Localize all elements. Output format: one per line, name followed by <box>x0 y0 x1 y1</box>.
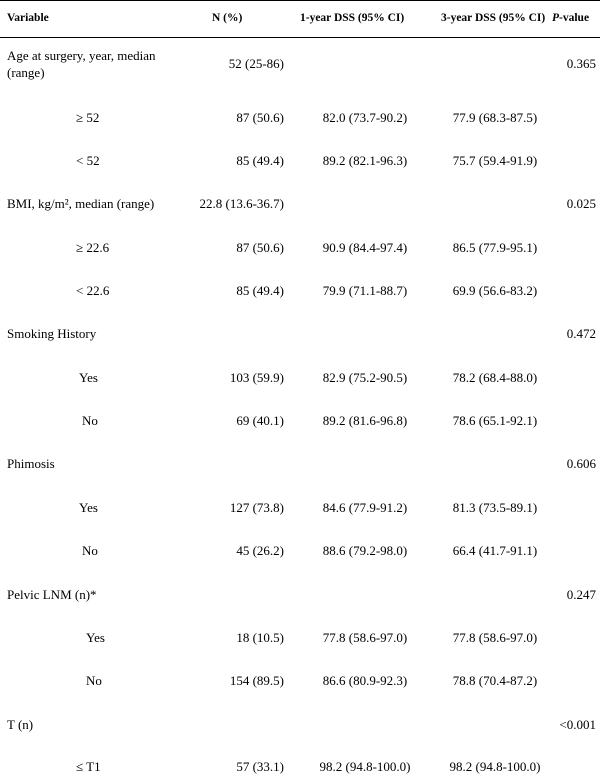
row-3yr-dss: 77.8 (58.6-97.0) <box>452 630 538 645</box>
row-label: No <box>86 673 102 688</box>
header-p-rest: -value <box>559 12 590 24</box>
row-label: ≥ 52 <box>76 110 100 125</box>
row-3yr-dss: 75.7 (59.4-91.9) <box>452 153 538 168</box>
row-label: Yes <box>79 370 98 385</box>
row-n: 103 (59.9) <box>229 370 284 385</box>
row-label: Age at surgery, year, median (range) <box>7 48 156 80</box>
row-3yr-dss: 78.6 (65.1-92.1) <box>452 413 538 428</box>
row-label: < 52 <box>76 153 100 168</box>
row-n: 85 (49.4) <box>236 153 284 168</box>
row-3yr-dss: 69.9 (56.6-83.2) <box>452 283 538 298</box>
row-label: No <box>82 413 98 428</box>
row-1yr-dss: 90.9 (84.4-97.4) <box>322 240 408 255</box>
row-n: 57 (33.1) <box>236 759 284 774</box>
row-label: ≤ T1 <box>76 759 101 774</box>
row-label: < 22.6 <box>76 283 110 298</box>
row-n: 87 (50.6) <box>236 110 284 125</box>
row-label: No <box>82 543 98 558</box>
row-n: 69 (40.1) <box>236 413 284 428</box>
row-p-value: <0.001 <box>559 717 596 732</box>
row-3yr-dss: 86.5 (77.9-95.1) <box>452 240 538 255</box>
row-p-value: 0.025 <box>566 196 596 211</box>
header-3yr-dss: 3-year DSS (95% CI) <box>441 12 546 24</box>
row-1yr-dss: 98.2 (94.8-100.0) <box>319 759 411 774</box>
top-rule <box>0 0 600 1</box>
row-3yr-dss: 77.9 (68.3-87.5) <box>452 110 538 125</box>
row-n: 22.8 (13.6-36.7) <box>199 196 284 211</box>
row-label: Yes <box>86 630 105 645</box>
row-1yr-dss: 82.9 (75.2-90.5) <box>322 370 408 385</box>
row-n: 127 (73.8) <box>229 500 284 515</box>
row-p-value: 0.606 <box>566 456 596 471</box>
row-1yr-dss: 82.0 (73.7-90.2) <box>322 110 408 125</box>
header-p-value <box>552 10 589 27</box>
row-3yr-dss: 78.2 (68.4-88.0) <box>452 370 538 385</box>
header-variable: Variable <box>7 12 49 24</box>
row-1yr-dss: 79.9 (71.1-88.7) <box>322 283 408 298</box>
row-p-value: 0.365 <box>566 56 596 71</box>
row-1yr-dss: 88.6 (79.2-98.0) <box>322 543 408 558</box>
row-1yr-dss: 77.8 (58.6-97.0) <box>322 630 408 645</box>
row-n: 52 (25-86) <box>228 56 284 71</box>
row-label: Phimosis <box>7 456 55 471</box>
row-1yr-dss: 89.2 (81.6-96.8) <box>322 413 408 428</box>
header-1yr-dss: 1-year DSS (95% CI) <box>300 12 405 24</box>
row-n: 18 (10.5) <box>236 630 284 645</box>
row-n: 45 (26.2) <box>236 543 284 558</box>
row-p-value: 0.247 <box>566 587 596 602</box>
row-3yr-dss: 66.4 (41.7-91.1) <box>452 543 538 558</box>
row-1yr-dss: 89.2 (82.1-96.3) <box>322 153 408 168</box>
row-label: Yes <box>79 500 98 515</box>
row-3yr-dss: 81.3 (73.5-89.1) <box>452 500 538 515</box>
row-n: 154 (89.5) <box>229 673 284 688</box>
row-label: Pelvic LNM (n)* <box>7 587 97 602</box>
row-label: ≥ 22.6 <box>76 240 110 255</box>
header-p-italic: P <box>552 12 560 24</box>
row-label: Smoking History <box>7 326 97 341</box>
row-label: BMI, kg/m², median (range) <box>7 196 155 211</box>
row-3yr-dss: 98.2 (94.8-100.0) <box>449 759 541 774</box>
header-n: N (%) <box>212 12 243 24</box>
row-1yr-dss: 86.6 (80.9-92.3) <box>322 673 408 688</box>
row-n: 85 (49.4) <box>236 283 284 298</box>
row-p-value: 0.472 <box>566 326 596 341</box>
row-1yr-dss: 84.6 (77.9-91.2) <box>322 500 408 515</box>
header-rule <box>0 37 600 38</box>
row-3yr-dss: 78.8 (70.4-87.2) <box>452 673 538 688</box>
row-label: T (n) <box>7 717 34 732</box>
row-n: 87 (50.6) <box>236 240 284 255</box>
